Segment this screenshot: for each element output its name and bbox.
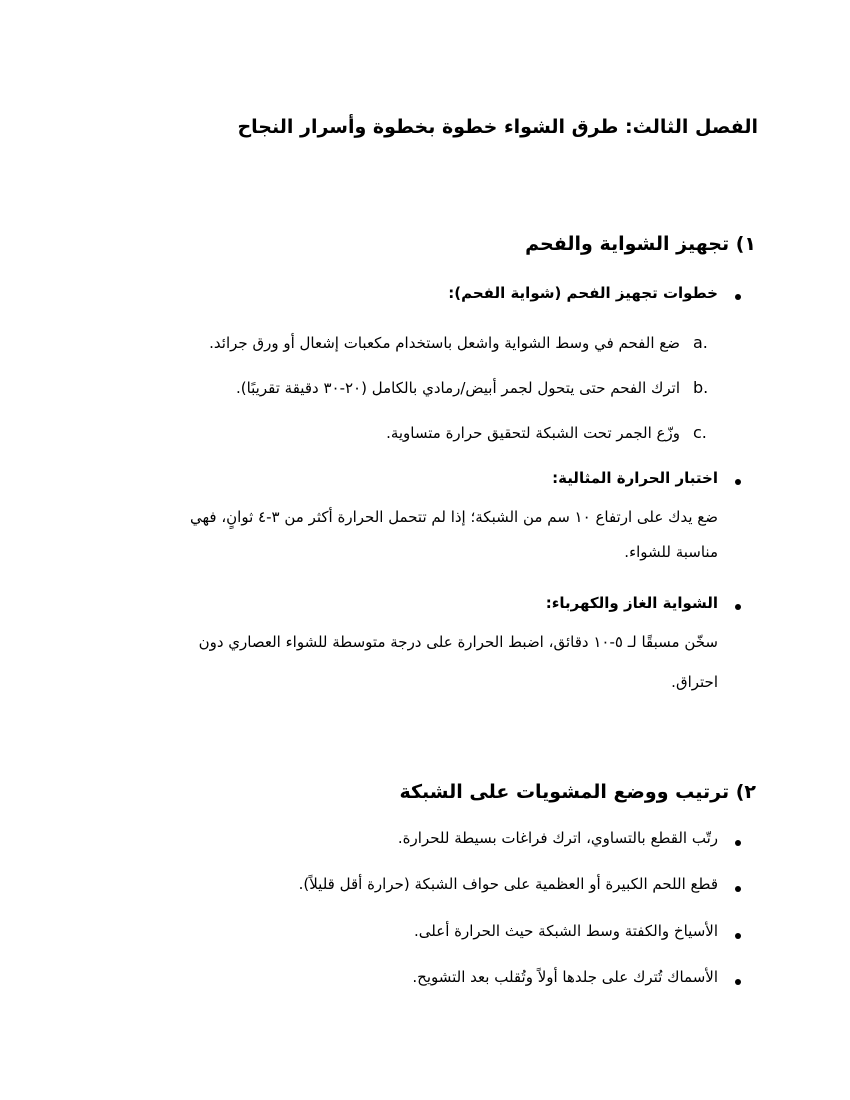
chapter-title: الفصل الثالث: طرق الشواء خطوة بخطوة وأسرار النجاح <box>237 116 758 138</box>
step-b-text: اترك الفحم حتى يتحول لجمر أبيض/رمادي بالكامل (٢٠-٣٠ دقيقة تقريبًا). <box>235 379 680 397</box>
arrangement-item: الأسماك تُترك على جلدها أولاً وتُقلب بعد التشويح. <box>412 968 718 986</box>
heat-test-line-1: ضع يدك على ارتفاع ١٠ سم من الشبكة؛ إذا لم تتحمل الحرارة أكثر من ٣-٤ ثوانٍ، فهي <box>189 508 718 526</box>
section-1-title: ١) تجهيز الشواية والفحم <box>525 233 756 255</box>
step-c-text: وزّع الجمر تحت الشبكة لتحقيق حرارة متساوية. <box>386 424 680 442</box>
gas-electric-line-1: سخّن مسبقًا لـ ٥-١٠ دقائق، اضبط الحرارة على درجة متوسطة للشواء العصاري دون <box>198 633 718 651</box>
step-marker-a: a. <box>693 333 708 352</box>
step-a-text: ضع الفحم في وسط الشواية واشعل باستخدام مكعبات إشعال أو ورق جرائد. <box>209 334 680 352</box>
bullet-dot <box>735 933 741 939</box>
heat-test-line-2: مناسبة للشواء. <box>624 543 718 561</box>
bullet-dot <box>735 294 741 300</box>
gas-electric-line-2: احتراق. <box>671 673 718 691</box>
arrangement-item: رتّب القطع بالتساوي، اترك فراغات بسيطة للحرارة. <box>397 829 718 847</box>
bullet-heading-gas-electric: الشواية الغاز والكهرباء: <box>545 594 718 612</box>
bullet-dot <box>735 604 741 610</box>
bullet-dot <box>735 479 741 485</box>
arrangement-item: الأسياخ والكفتة وسط الشبكة حيث الحرارة أعلى. <box>414 922 718 940</box>
bullet-heading-heat-test: اختبار الحرارة المثالية: <box>552 469 718 487</box>
bullet-heading-charcoal-steps: خطوات تجهيز الفحم (شواية الفحم): <box>448 284 718 302</box>
step-marker-c: c. <box>693 423 707 442</box>
arrangement-item: قطع اللحم الكبيرة أو العظمية على حواف الشبكة (حرارة أقل قليلاً). <box>298 875 718 893</box>
section-2-title: ٢) ترتيب ووضع المشويات على الشبكة <box>399 781 756 803</box>
bullet-dot <box>735 979 741 985</box>
bullet-dot <box>735 840 741 846</box>
bullet-dot <box>735 886 741 892</box>
step-marker-b: b. <box>693 378 709 397</box>
